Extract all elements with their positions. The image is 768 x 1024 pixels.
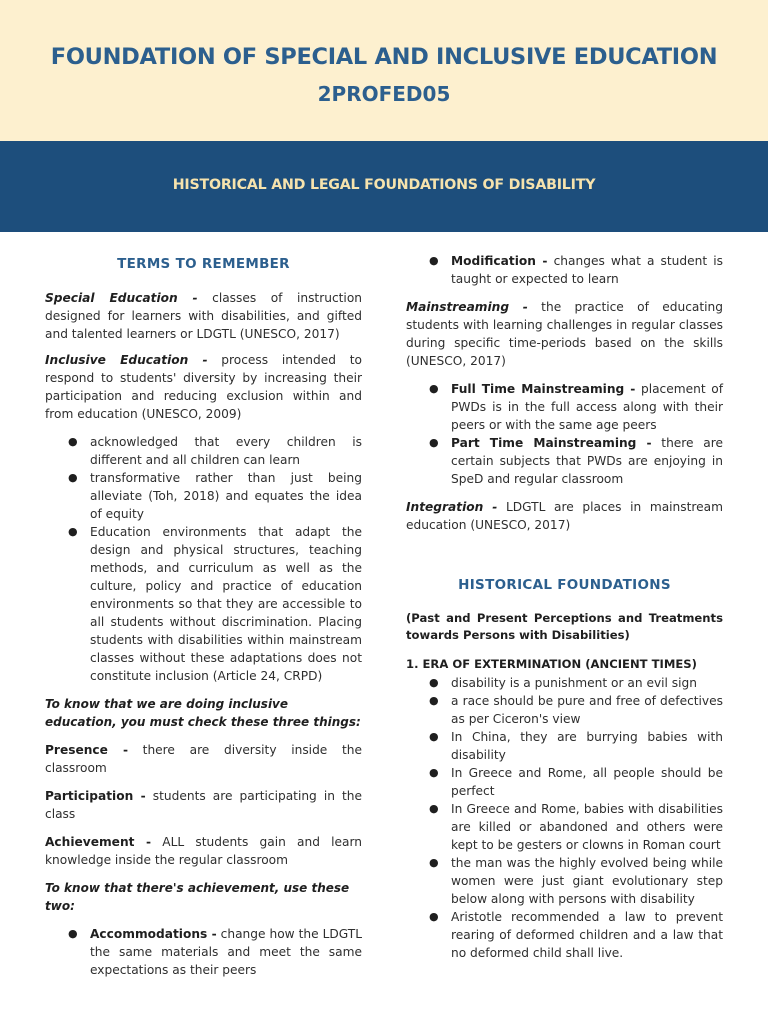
banner-title: HISTORICAL AND LEGAL FOUNDATIONS OF DISABILITY bbox=[172, 177, 596, 193]
special-education-paragraph bbox=[45, 289, 362, 343]
integration-paragraph: Integration - LDGTL are places in mainstream education (UNESCO, 2017) bbox=[406, 500, 723, 532]
full-time-term: Full Time Mainstreaming - bbox=[451, 382, 636, 396]
presence-paragraph: Presence - there are diversity inside the classroom bbox=[45, 743, 362, 775]
bullet-icon: ● bbox=[429, 766, 439, 779]
list-item: ● Education environments that adapt the design and physical structures, teaching methods, and curriculum as well as the culture, policy and practice of education environments so that they are accessible to all students without discrimination. Placing students with disabilities within mainstream classes without these adaptations does not constitute inclusion (Article 24, CRPD) bbox=[68, 525, 362, 683]
modification-term: Modification - bbox=[451, 254, 548, 268]
part-time-term: Part Time Mainstreaming - bbox=[451, 436, 652, 450]
list-item: ● transformative rather than just being alleviate (Toh, 2018) and equates the idea of equity bbox=[68, 471, 362, 521]
list-item: ● Full Time Mainstreaming - placement of PWDs is in the full access along with their peers or with the same age peers bbox=[429, 382, 723, 432]
era-title: 1. ERA OF EXTERMINATION (ANCIENT TIMES) bbox=[406, 657, 697, 671]
modification-list bbox=[429, 252, 723, 288]
inclusive-bullet-list bbox=[68, 433, 362, 685]
list-item: ● In Greece and Rome, all people should be perfect bbox=[429, 766, 723, 798]
bullet-icon: ● bbox=[68, 525, 78, 538]
bullet-icon: ● bbox=[68, 471, 78, 484]
document-title: FOUNDATION OF SPECIAL AND INCLUSIVE EDUCATION bbox=[50, 44, 718, 70]
inclusive-education-definition: process intended to respond to students' diversity by increasing their participation and reducing exclusion within and from education (UNESCO, 2009) bbox=[45, 353, 362, 421]
check-instruction: To know that we are doing inclusive education, you must check these three things: bbox=[45, 697, 361, 729]
left-column bbox=[45, 255, 362, 979]
bullet-icon: ● bbox=[429, 676, 439, 689]
mainstreaming-paragraph: Mainstreaming - the practice of educating students with learning challenges in regular classes during specific time-periods based on the skills (UNESCO, 2017) bbox=[406, 300, 723, 368]
era-bullet-list bbox=[429, 674, 723, 962]
special-education-definition: classes of instruction designed for learners with disabilities, and gifted and talented learners or LDGTL (UNESCO, 2017) bbox=[45, 291, 362, 341]
special-education-term: Special Education - bbox=[45, 291, 198, 305]
list-item: ● Aristotle recommended a law to prevent rearing of deformed children and a law that no deformed child shall live. bbox=[429, 910, 723, 960]
list-item: ● In China, they are burrying babies with disability bbox=[429, 730, 723, 762]
list-item: ● Part Time Mainstreaming - there are certain subjects that PWDs are enjoying in SpeD and regular classroom bbox=[429, 436, 723, 486]
list-item: ● disability is a punishment or an evil sign bbox=[429, 676, 698, 690]
right-column bbox=[406, 252, 723, 962]
bullet-icon: ● bbox=[68, 927, 78, 940]
bullet-icon: ● bbox=[429, 730, 439, 743]
bullet-icon: ● bbox=[68, 435, 78, 448]
participation-paragraph: Participation - students are participating in the class bbox=[45, 789, 362, 821]
accommodation-list bbox=[68, 925, 362, 979]
header-band bbox=[0, 0, 768, 141]
bullet-icon: ● bbox=[429, 910, 439, 923]
achievement-instruction: To know that there's achievement, use these two: bbox=[45, 881, 350, 913]
achievement-term: Achievement - bbox=[45, 835, 152, 849]
list-item: ● In Greece and Rome, babies with disabilities are killed or abandoned and others were kept to be gesters or clowns in Roman court bbox=[429, 802, 723, 852]
integration-term: Integration - bbox=[406, 500, 498, 514]
bullet-icon: ● bbox=[429, 694, 439, 707]
mainstreaming-term: Mainstreaming - bbox=[406, 300, 528, 314]
course-code: 2PROFED05 bbox=[317, 82, 451, 106]
perceptions-subtitle: (Past and Present Perceptions and Treatments towards Persons with Disabilities) bbox=[406, 611, 723, 642]
inclusive-education-term: Inclusive Education - bbox=[45, 353, 208, 367]
presence-term: Presence - bbox=[45, 743, 128, 757]
mainstreaming-types-list bbox=[429, 380, 723, 488]
participation-term: Participation - bbox=[45, 789, 146, 803]
inclusive-education-paragraph bbox=[45, 351, 362, 423]
list-item: ● the man was the highly evolved being while women were just giant evolutionary step below along with persons with disability bbox=[429, 856, 723, 906]
achievement-paragraph: Achievement - ALL students gain and learn knowledge inside the regular classroom bbox=[45, 835, 362, 867]
bullet-icon: ● bbox=[429, 382, 439, 395]
terms-heading: TERMS TO REMEMBER bbox=[117, 256, 290, 272]
bullet-icon: ● bbox=[429, 802, 439, 815]
list-item: ● Modification - changes what a student is taught or expected to learn bbox=[429, 254, 723, 286]
list-item: ● acknowledged that every children is different and all children can learn bbox=[68, 435, 362, 467]
list-item: ● a race should be pure and free of defectives as per Ciceron's view bbox=[429, 694, 723, 726]
accommodations-term: Accommodations - bbox=[90, 927, 217, 941]
bullet-icon: ● bbox=[429, 436, 439, 449]
list-item: ● Accommodations - change how the LDGTL the same materials and meet the same expectations as their peers bbox=[68, 927, 362, 977]
bullet-icon: ● bbox=[429, 856, 439, 869]
bullet-icon: ● bbox=[429, 254, 439, 267]
historical-heading: HISTORICAL FOUNDATIONS bbox=[458, 577, 671, 593]
